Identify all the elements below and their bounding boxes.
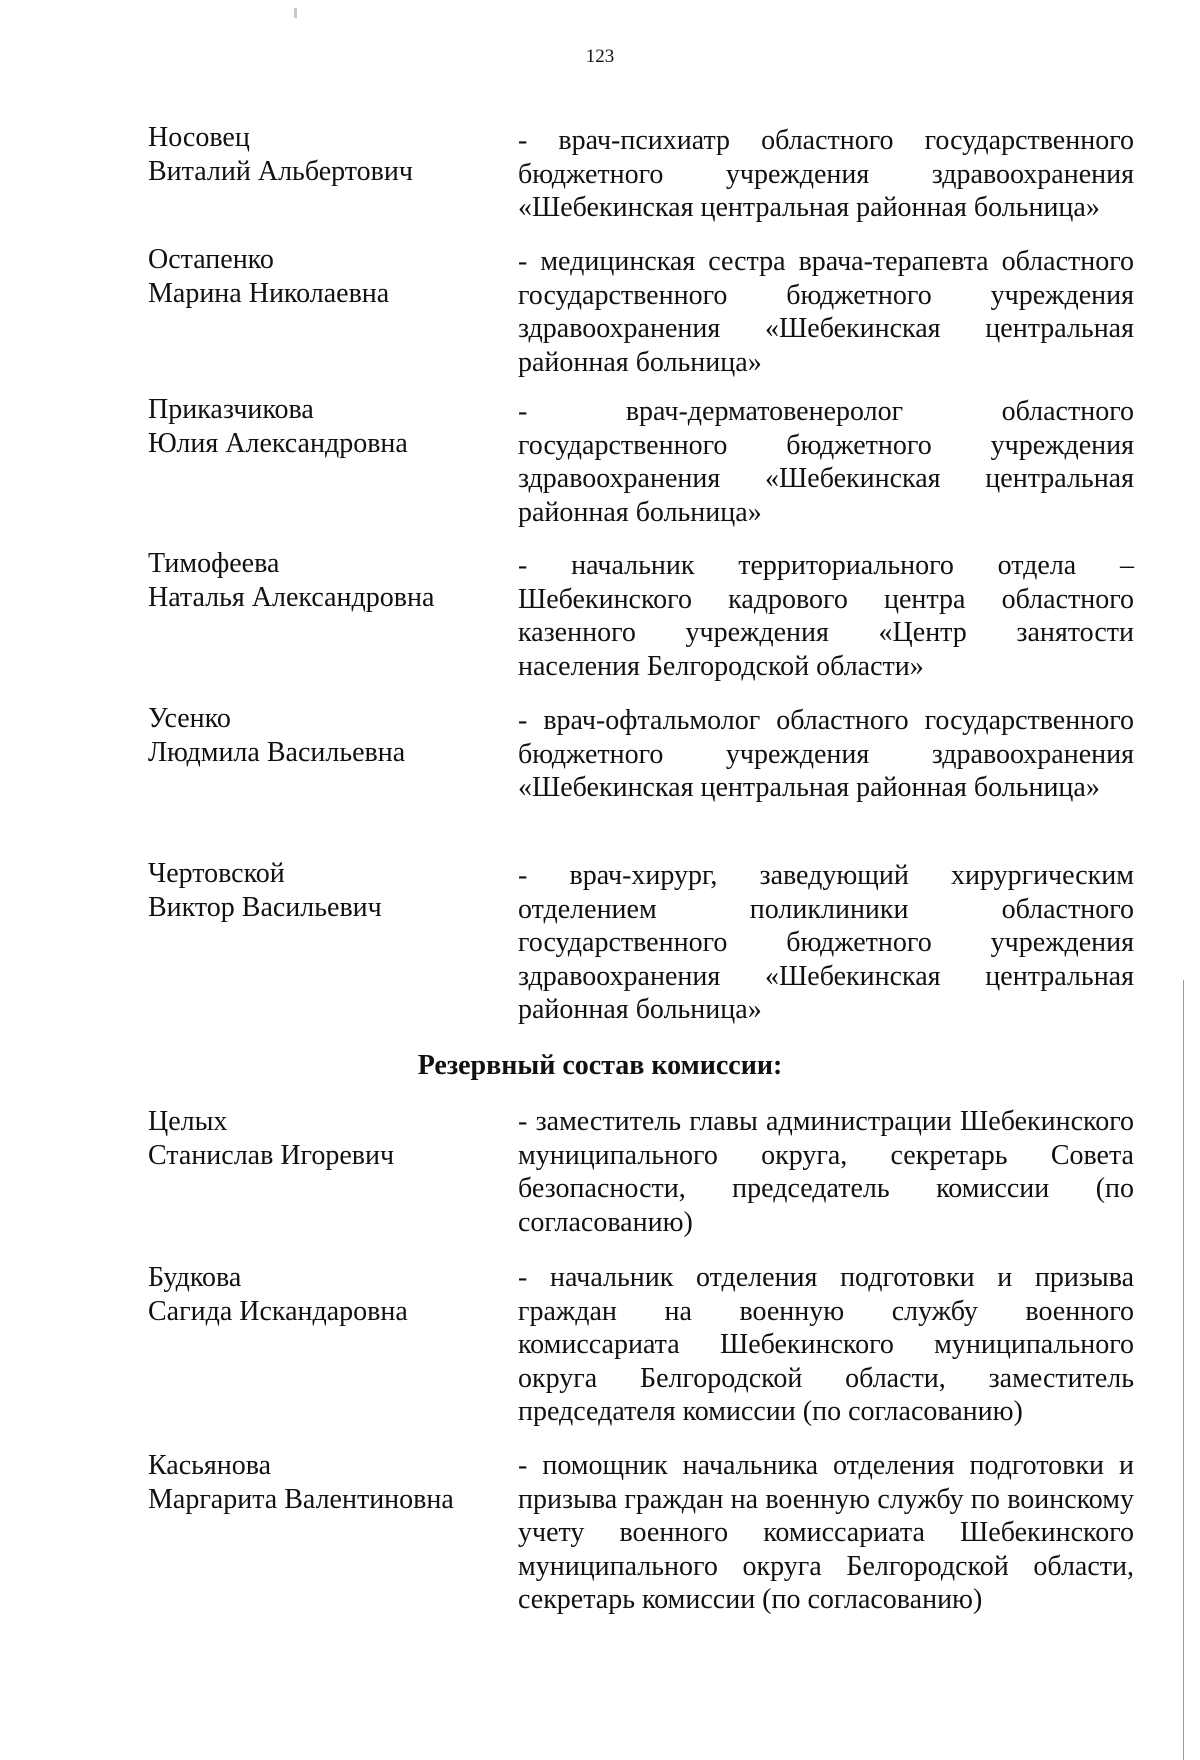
reserve-member-given-name: Сагида Искандаровна xyxy=(148,1295,408,1327)
member-name xyxy=(148,393,508,460)
reserve-member-name xyxy=(148,1261,508,1328)
member-role: - медицинская сестра врача-терапевта областного государственного бюджетного учреждения здравоохранения «Шебекинская центральная районная больница» xyxy=(518,246,1134,378)
member-name xyxy=(148,702,508,769)
reserve-member-given-name: Станислав Игоревич xyxy=(148,1139,395,1171)
reserve-member-surname: Целых xyxy=(148,1106,228,1137)
member-given-name: Виктор Васильевич xyxy=(148,891,382,923)
member-surname: Тимофеева xyxy=(148,548,280,579)
member-name xyxy=(148,857,508,924)
reserve-member-surname: Касьянова xyxy=(148,1450,272,1481)
reserve-member-name xyxy=(148,1105,508,1172)
member-surname: Чертовской xyxy=(148,858,285,889)
reserve-member-role: - начальник отделения подготовки и призыва граждан на военную службу военного комиссариата Шебекинского муниципального округа Белгородской области, заместитель председателя комиссии (по согласованию) xyxy=(518,1262,1134,1427)
member-given-name: Виталий Альбертович xyxy=(148,155,413,187)
member-role: - врач-хирург, заведующий хирургическим отделением поликлиники областного государственного бюджетного учреждения здравоохранения «Шебекинская центральная районная больница» xyxy=(518,860,1134,1025)
member-name xyxy=(148,243,508,310)
member-given-name: Юлия Александровна xyxy=(148,427,408,459)
member-name xyxy=(148,547,508,614)
member-surname: Остапенко xyxy=(148,244,274,275)
reserve-member-role: - заместитель главы администрации Шебекинского муниципального округа, секретарь Совета безопасности, председатель комиссии (по согласованию) xyxy=(518,1106,1134,1238)
member-surname: Приказчикова xyxy=(148,394,314,425)
member-given-name: Наталья Александровна xyxy=(148,581,435,613)
member-given-name: Марина Николаевна xyxy=(148,277,390,309)
member-role: - начальник территориального отдела – Шебекинского кадрового центра областного казенного учреждения «Центр занятости населения Белгородской области» xyxy=(518,550,1134,682)
member-role: - врач-дерматовенеролог областного государственного бюджетного учреждения здравоохранения «Шебекинская центральная районная больница» xyxy=(518,396,1134,528)
member-name xyxy=(148,121,508,188)
reserve-member-name xyxy=(148,1449,508,1516)
scan-edge-line xyxy=(1183,980,1184,1760)
member-surname: Усенко xyxy=(148,703,231,734)
reserve-section-title: Резервный состав комиссии: xyxy=(417,1050,783,1081)
reserve-member-surname: Будкова xyxy=(148,1262,242,1293)
member-given-name: Людмила Васильевна xyxy=(148,736,406,768)
member-role: - врач-офтальмолог областного государственного бюджетного учреждения здравоохранения «Шебекинская центральная районная больница» xyxy=(518,705,1134,803)
member-role: - врач-психиатр областного государственного бюджетного учреждения здравоохранения «Шебекинская центральная районная больница» xyxy=(518,125,1134,223)
page-number: 123 xyxy=(585,46,615,67)
member-surname: Носовец xyxy=(148,122,250,153)
scan-artifact xyxy=(294,8,297,18)
reserve-member-role: - помощник начальника отделения подготовки и призыва граждан на военную службу по воинскому учету военного комиссариата Шебекинского муниципального округа Белгородской области, секретарь комиссии (по согласованию) xyxy=(518,1450,1134,1615)
reserve-member-given-name: Маргарита Валентиновна xyxy=(148,1483,454,1515)
